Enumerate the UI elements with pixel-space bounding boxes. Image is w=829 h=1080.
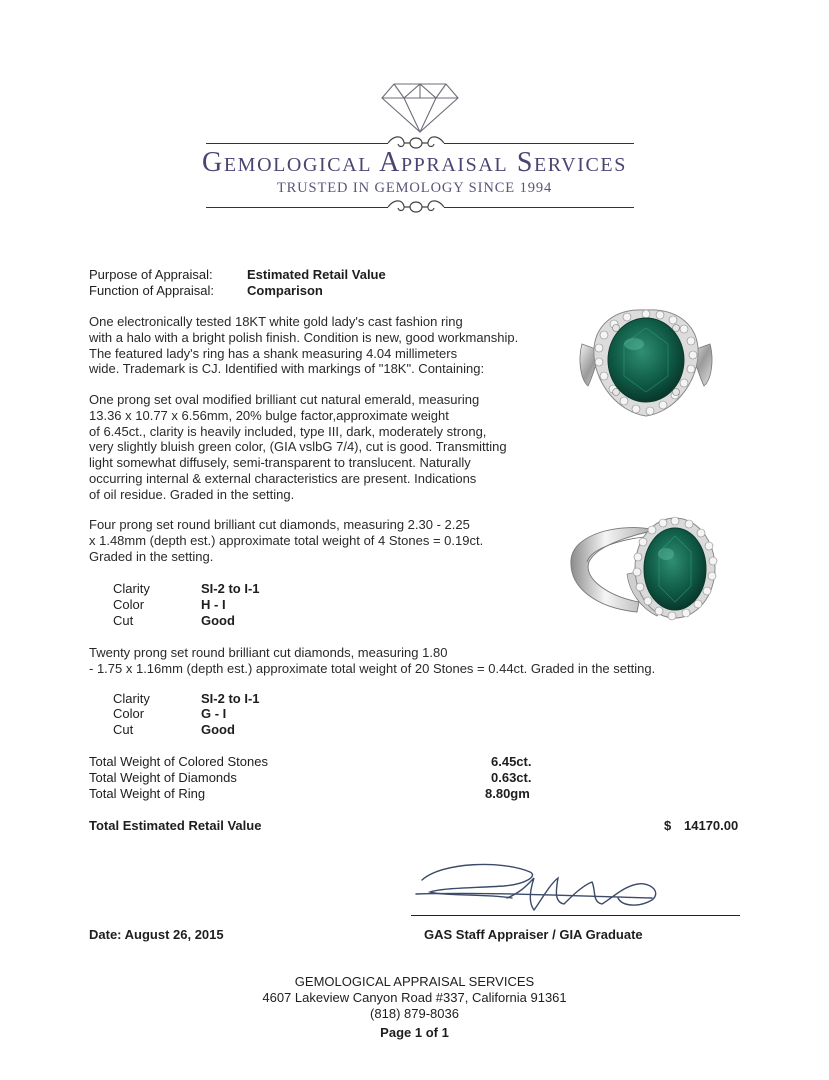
spec-value-clarity: SI-2 to I-1 [201, 581, 260, 596]
ring-description [89, 314, 518, 377]
header-bottom-rule-left [206, 207, 388, 208]
description-line: with a halo with a bright polish finish. Condition is new, good workmanship. [89, 329, 519, 345]
total-diamonds-label: Total Weight of Diamonds [89, 770, 237, 785]
spec-label-color: Color [113, 597, 145, 612]
emerald-line: 13.36 x 10.77 x 6.56mm, 20% bulge factor,approximate weight [89, 407, 449, 423]
spec-label-cut: Cut [113, 722, 134, 737]
diamonds-line: x 1.48mm (depth est.) approximate total weight of 4 Stones = 0.19ct. [89, 532, 484, 548]
company-tagline: TRUSTED IN GEMOLOGY SINCE 1994 [276, 180, 553, 196]
function-value: Comparison [247, 283, 323, 298]
company-name: Gemological Appraisal Services [202, 147, 627, 178]
header-top-rule-left [206, 143, 388, 144]
spec-value-color: H - I [201, 597, 226, 612]
footer-company: GEMOLOGICAL APPRAISAL SERVICES [294, 974, 535, 989]
retail-value-label: Total Estimated Retail Value [89, 818, 262, 833]
description-line: wide. Trademark is CJ. Identified with markings of "18K". Containing: [89, 361, 485, 377]
diamonds-line: - 1.75 x 1.16mm (depth est.) approximate total weight of 20 Stones = 0.44ct. Graded in the setting. [89, 660, 656, 676]
appraiser-signature [412, 852, 742, 922]
header-top-rule-right [444, 143, 634, 144]
total-ring-label: Total Weight of Ring [89, 786, 206, 801]
total-ring-value: 8.80gm [485, 786, 530, 801]
diamonds-group1-description [89, 517, 483, 564]
function-label: Function of Appraisal: [89, 283, 215, 298]
diamonds-group2-description [89, 645, 655, 677]
spec-label-clarity: Clarity [113, 691, 150, 706]
spec-value-cut: Good [201, 722, 235, 737]
spec-value-clarity: SI-2 to I-1 [201, 691, 260, 706]
spec-value-color: G - I [201, 706, 227, 721]
description-line: One electronically tested 18KT white gold lady's cast fashion ring [89, 314, 463, 329]
appraiser-title: GAS Staff Appraiser / GIA Graduate [424, 927, 643, 942]
emerald-line: of oil residue. Graded in the setting. [89, 486, 295, 502]
emerald-line: of 6.45ct., clarity is heavily included, type III, dark, moderately strong, [89, 423, 487, 439]
diamonds-line: Four prong set round brilliant cut diamonds, measuring 2.30 - 2.25 [89, 517, 470, 532]
spec-label-clarity: Clarity [113, 581, 150, 596]
header-bottom-rule-right [444, 207, 634, 208]
appraisal-date: Date: August 26, 2015 [89, 927, 224, 942]
retail-currency: $ [664, 818, 672, 833]
emerald-line: occurring internal & external characteristics are present. Indications [89, 470, 477, 486]
retail-amount: 14170.00 [684, 818, 739, 833]
diamonds-line: Twenty prong set round brilliant cut diamonds, measuring 1.80 [89, 645, 448, 660]
spec-value-cut: Good [201, 613, 235, 628]
purpose-label: Purpose of Appraisal: [89, 267, 213, 282]
diamonds-line: Graded in the setting. [89, 548, 214, 564]
footer-address: 4607 Lakeview Canyon Road #337, California 91361 [262, 990, 567, 1005]
purpose-value: Estimated Retail Value [247, 267, 386, 282]
spec-label-color: Color [113, 706, 145, 721]
emerald-line: very slightly bluish green color, (GIA vslbG 7/4), cut is good. Transmitting [89, 439, 507, 455]
scroll-ornament-icon [386, 197, 446, 217]
footer-phone: (818) 879-8036 [370, 1006, 459, 1021]
page-number: Page 1 of 1 [380, 1025, 449, 1040]
total-diamonds-value: 0.63ct. [491, 770, 532, 785]
total-colored-label: Total Weight of Colored Stones [89, 754, 268, 769]
spec-label-cut: Cut [113, 613, 134, 628]
emerald-line: One prong set oval modified brilliant cut natural emerald, measuring [89, 392, 480, 407]
emerald-description [89, 392, 507, 503]
emerald-line: light somewhat diffusely, semi-transparent to translucent. Naturally [89, 455, 471, 471]
diamond-outline-icon [380, 82, 460, 134]
signature-line [411, 915, 740, 916]
description-line: The featured lady's ring has a shank measuring 4.04 millimeters [89, 345, 458, 361]
ring-front-photo [574, 304, 718, 422]
total-colored-value: 6.45ct. [491, 754, 532, 769]
ring-angle-photo [567, 512, 721, 634]
